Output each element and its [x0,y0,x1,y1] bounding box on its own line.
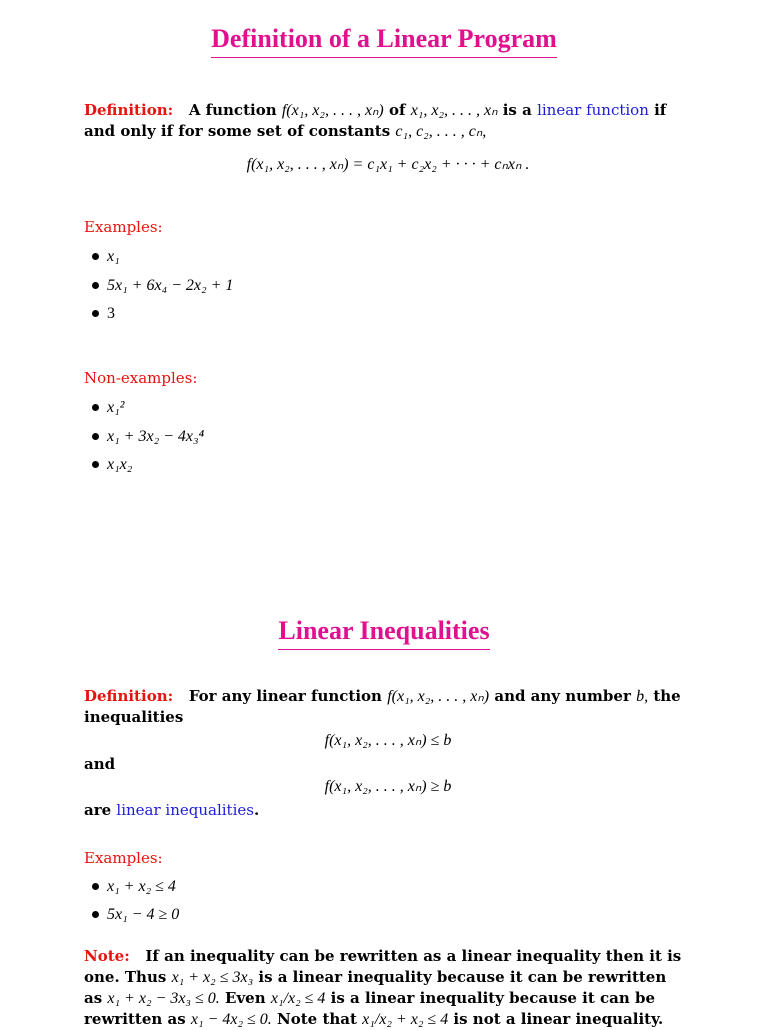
definition2-label: Definition: [84,687,174,705]
nonexample-item: x₁x₂ [92,456,132,474]
note-label: Note: [84,947,130,965]
example-item: x₁ [92,248,120,266]
definition1-label: Definition: [84,101,174,119]
bullet-icon [92,433,99,440]
section1-title: Definition of a Linear Program [0,24,768,58]
note-paragraph: Note: If an inequality can be rewritten as a linear inequality then it is one. Thus x₁ + x₂ ≤ 3x₃ is a linear inequality because it can be rewritten as x₁ + x₂ − 3x₃ ≤ 0. Even x₁/x₂ ≤ 4 is a linear inequality because it can be rewritten as x₁ − 4x₂ ≤ 0. Note that x₁/x₂ + x₂ ≤ 4 is not a linear inequality. [84,947,682,1028]
inequality-geq: f(x₁, x₂, . . . , xₙ) ≥ b [324,778,452,795]
definition1-paragraph: Definition: A function f(x₁, x₂, . . . , xₙ) of x₁, x₂, . . . , xₙ is a linear function if and only if for some set of constants c₁, c₂, . . . , cₙ, [84,101,667,140]
example-item: 3 [92,305,115,323]
nonexample-item: x₁² [92,399,124,417]
nonexample-item: x₁ + 3x₂ − 4x₃⁴ [92,428,204,446]
bullet-icon [92,404,99,411]
linear-function-equation: f(x₁, x₂, . . . , xₙ) = c₁x₁ + c₂x₂ + · · · + cₙxₙ . [246,156,530,173]
bullet-icon [92,310,99,317]
bullet-icon [92,282,99,289]
and-text: and [84,755,116,773]
example-item: x₁ + x₂ ≤ 4 [92,878,176,896]
bullet-icon [92,461,99,468]
linear-inequalities-term: linear inequalities [116,801,254,819]
example-item: 5x₁ + 6x₄ − 2x₂ + 1 [92,277,233,295]
linear-function-term: linear function [537,101,649,119]
bullet-icon [92,911,99,918]
linear-inequalities-sentence: are linear inequalities. [84,801,260,819]
examples1-heading: Examples: [84,218,163,236]
section2-title: Linear Inequalities [0,616,768,650]
bullet-icon [92,253,99,260]
example-item: 5x₁ − 4 ≥ 0 [92,906,179,924]
inequality-leq: f(x₁, x₂, . . . , xₙ) ≤ b [324,732,452,749]
nonexamples-heading: Non-examples: [84,369,198,387]
bullet-icon [92,883,99,890]
definition2-paragraph: Definition: For any linear function f(x₁, x₂, . . . , xₙ) and any number b, the inequalities [84,687,681,726]
examples2-heading: Examples: [84,849,163,867]
